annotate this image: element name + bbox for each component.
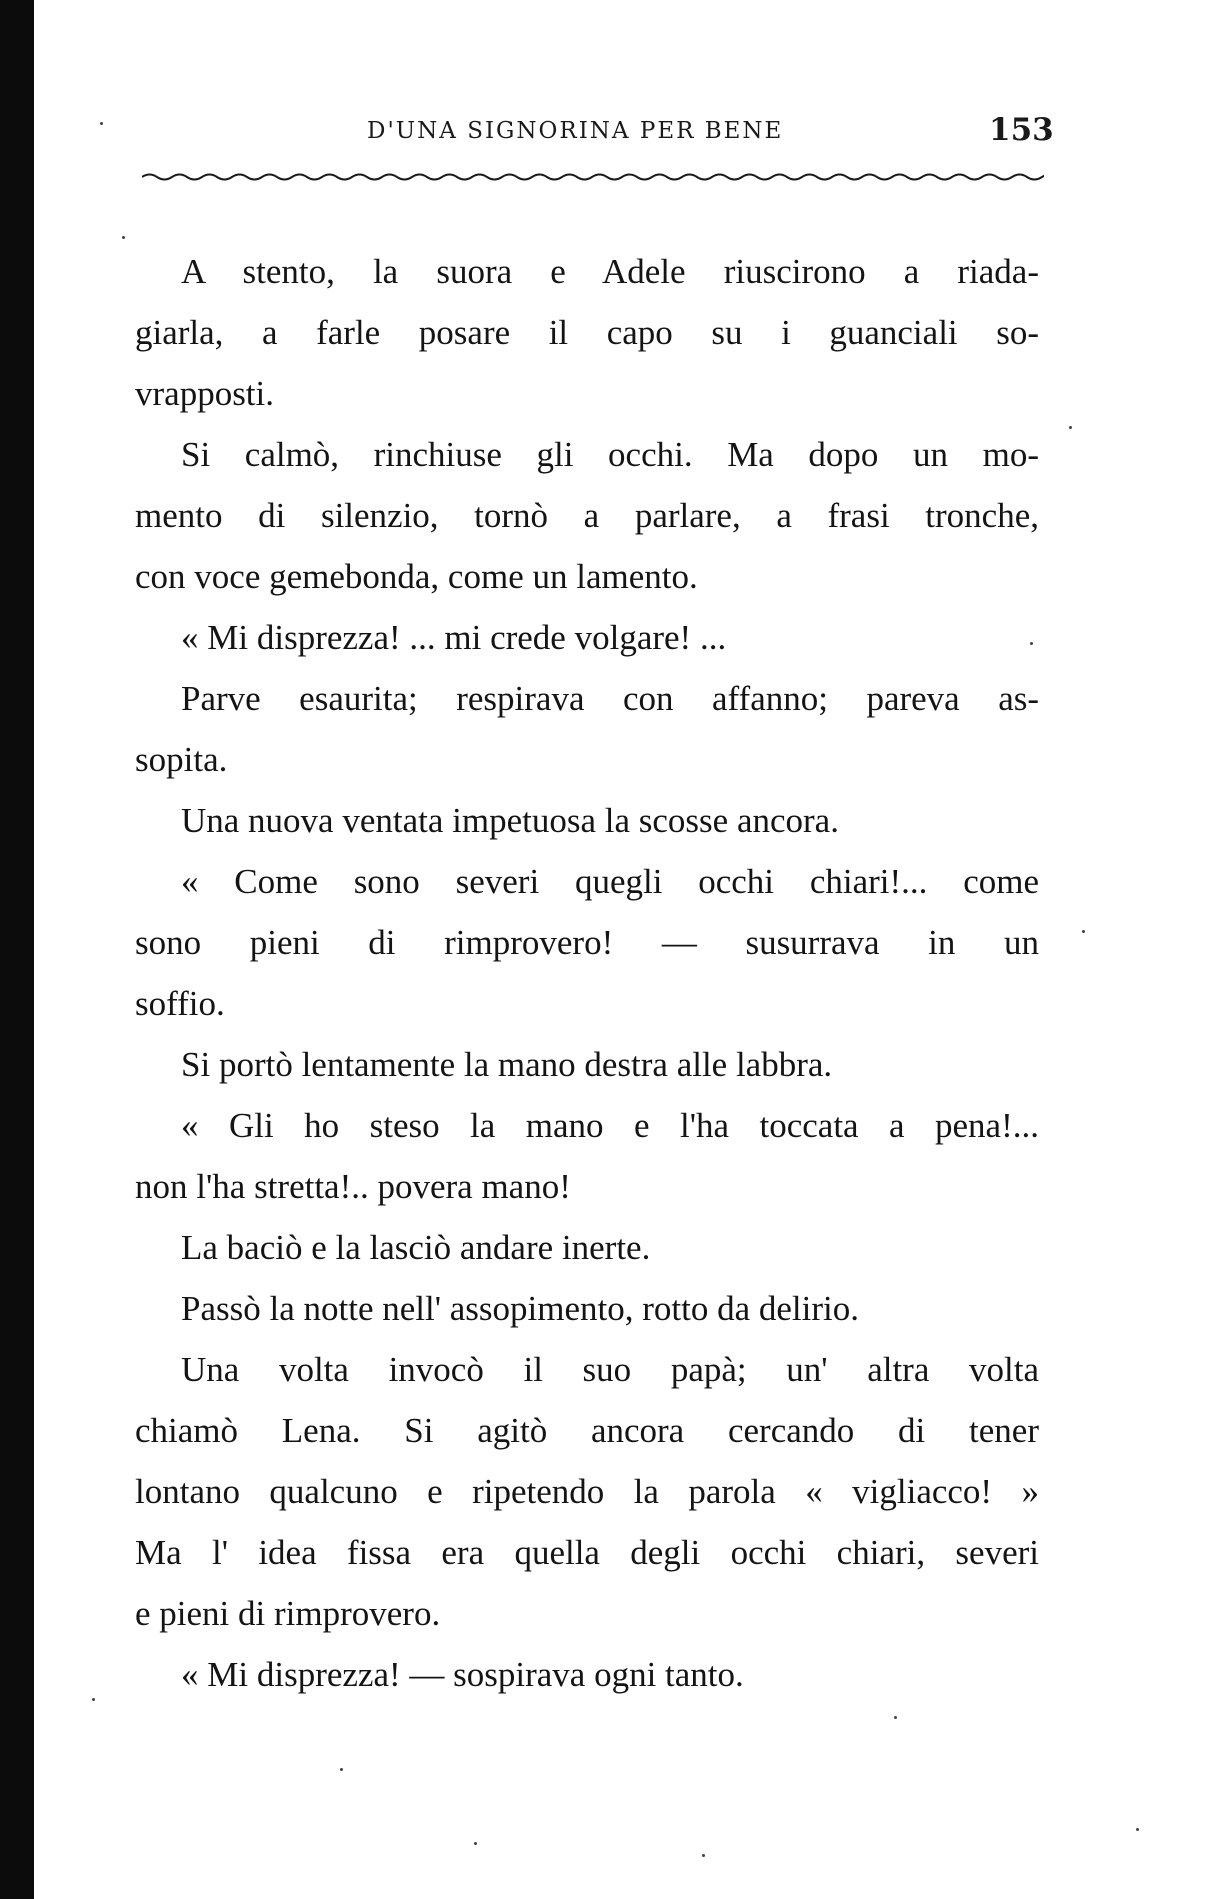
text-line: e pieni di rimprovero. xyxy=(135,1594,441,1633)
paragraph xyxy=(135,1034,1039,1095)
text-line: vrapposti. xyxy=(135,374,275,413)
paragraph xyxy=(135,790,1039,851)
text-line: mento di silenzio, tornò a parlare, a frasi tronche, xyxy=(135,496,1039,535)
text-line: con voce gemebonda, come un lamento. xyxy=(135,557,698,596)
paragraph xyxy=(135,1095,1039,1217)
text-line: sono pieni di rimprovero! — susurrava in un xyxy=(135,923,1039,962)
text-line: « Gli ho steso la mano e l'ha toccata a pena!... xyxy=(181,1106,1039,1145)
paper-speck xyxy=(894,1716,897,1719)
text-line: Si calmò, rinchiuse gli occhi. Ma dopo un mo- xyxy=(181,435,1039,474)
text-line: Si portò lentamente la mano destra alle labbra. xyxy=(181,1045,833,1084)
page-number: 153 xyxy=(989,112,1054,148)
running-title: D'UNA SIGNORINA PER BENE xyxy=(367,118,784,144)
paper-speck xyxy=(122,236,125,239)
text-line: Passò la notte nell' assopimento, rotto da delirio. xyxy=(181,1289,860,1328)
paper-speck xyxy=(100,122,103,125)
text-line: chiamò Lena. Si agitò ancora cercando di tener xyxy=(135,1411,1039,1450)
text-line: Ma l' idea fissa era quella degli occhi chiari, severi xyxy=(135,1533,1039,1572)
text-line: A stento, la suora e Adele riuscirono a riada- xyxy=(181,252,1039,291)
text-line: Parve esaurita; respirava con affanno; pareva as- xyxy=(181,679,1039,718)
paragraph xyxy=(135,668,1039,790)
paper-speck xyxy=(1136,1828,1139,1831)
wavy-header-rule xyxy=(142,164,1044,190)
book-spine-shadow xyxy=(0,0,34,1899)
paper-speck xyxy=(474,1842,477,1845)
paper-speck xyxy=(702,1854,705,1857)
paper-speck xyxy=(1030,642,1033,645)
paper-speck xyxy=(1069,426,1072,429)
text-line: Una volta invocò il suo papà; un' altra volta xyxy=(181,1350,1039,1389)
text-line: « Mi disprezza! — sospirava ogni tanto. xyxy=(181,1655,744,1694)
text-line: « Mi disprezza! ... mi crede volgare! ... xyxy=(181,618,727,657)
book-page xyxy=(34,0,1217,1899)
paper-speck xyxy=(92,1698,95,1701)
text-body xyxy=(135,241,1039,1705)
paragraph xyxy=(135,607,1039,668)
text-line: soffio. xyxy=(135,984,225,1023)
text-line: non l'ha stretta!.. povera mano! xyxy=(135,1167,571,1206)
paragraph xyxy=(135,424,1039,607)
text-line: Una nuova ventata impetuosa la scosse ancora. xyxy=(181,801,839,840)
paragraph xyxy=(135,1278,1039,1339)
text-line: « Come sono severi quegli occhi chiari!... come xyxy=(181,862,1039,901)
paragraph xyxy=(135,1217,1039,1278)
text-line: sopita. xyxy=(135,740,228,779)
paper-speck xyxy=(340,1768,343,1771)
paper-speck xyxy=(1082,930,1085,933)
text-line: lontano qualcuno e ripetendo la parola « vigliacco! » xyxy=(135,1472,1039,1511)
paragraph xyxy=(135,1644,1039,1705)
paragraph xyxy=(135,1339,1039,1644)
paragraph xyxy=(135,241,1039,424)
text-line: giarla, a farle posare il capo su i guanciali so- xyxy=(135,313,1039,352)
paragraph xyxy=(135,851,1039,1034)
text-line: La baciò e la lasciò andare inerte. xyxy=(181,1228,651,1267)
